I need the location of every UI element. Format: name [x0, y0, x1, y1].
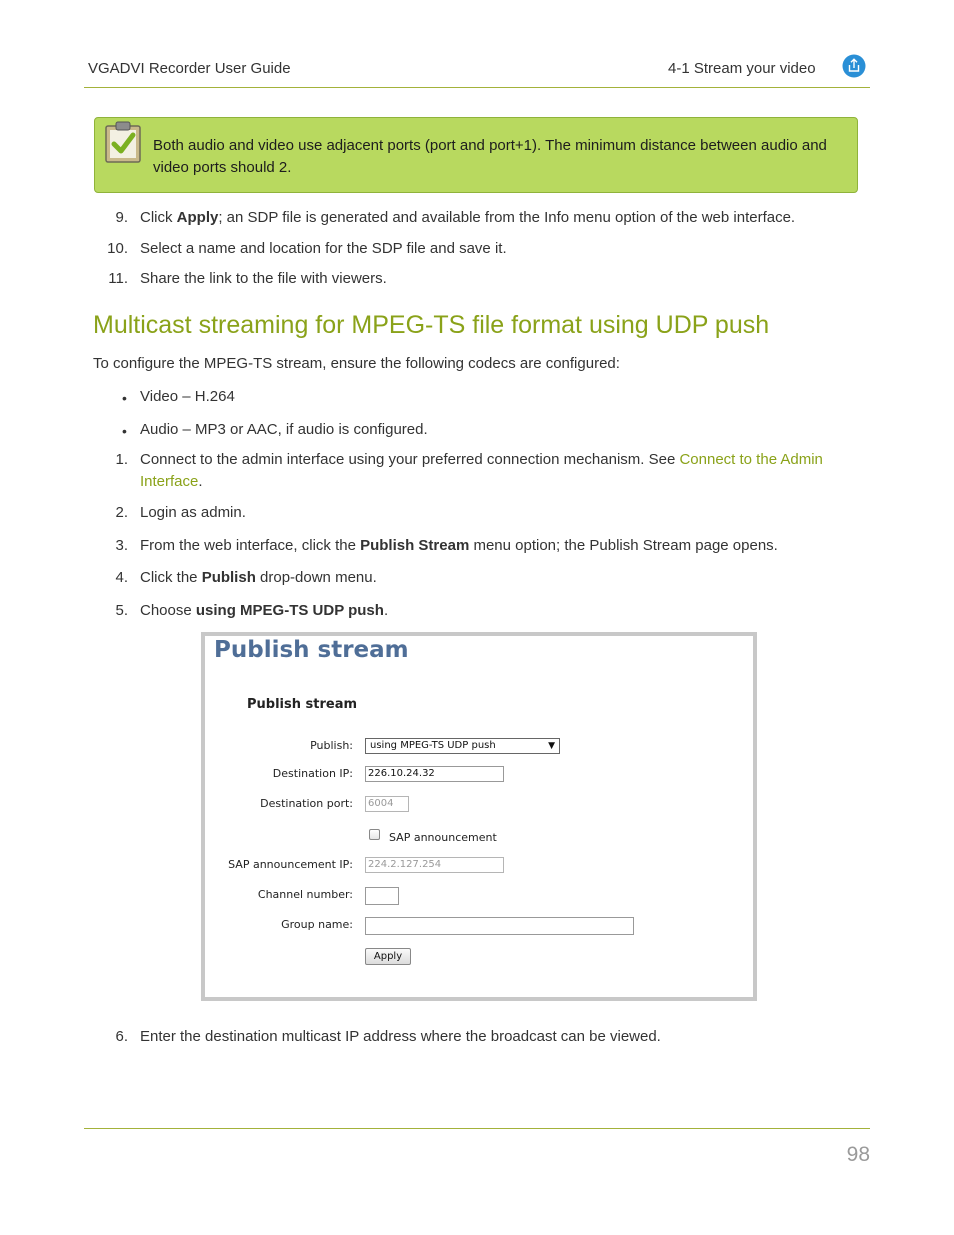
section-intro: To configure the MPEG-TS stream, ensure the following codecs are configured:: [93, 355, 620, 372]
group-name-input[interactable]: [365, 917, 634, 935]
apply-button[interactable]: Apply: [365, 948, 411, 965]
step-4-text: Click the Publish drop-down menu.: [140, 569, 377, 586]
admin-interface-link[interactable]: Connect to the Admin: [679, 451, 823, 468]
step-2-text: Login as admin.: [140, 504, 246, 521]
step-number: 9.: [115, 209, 128, 226]
dropdown-arrow-icon: ▼: [548, 741, 555, 751]
publish-stream-screenshot: [201, 632, 757, 1001]
step-1-text-cont: Interface.: [140, 473, 203, 490]
page-number: 98: [846, 1143, 870, 1166]
step-number: 4.: [115, 569, 128, 586]
step-5-text: Choose using MPEG-TS UDP push.: [140, 602, 389, 619]
section-heading: Multicast streaming for MPEG-TS file format using UDP push: [93, 311, 770, 339]
sap-announcement-checkbox[interactable]: [369, 829, 380, 840]
destination-ip-input[interactable]: 226.10.24.32: [365, 766, 504, 782]
step-number: 1.: [115, 451, 128, 468]
bullet-item: Audio – MP3 or AAC, if audio is configured.: [140, 421, 428, 438]
bullet-marker: •: [122, 390, 127, 406]
screenshot-subtitle: Publish stream: [247, 697, 358, 712]
step-9-text: Click Apply; an SDP file is generated and available from the Info menu option of the web interface.: [140, 209, 796, 226]
channel-number-label: Channel number:: [257, 888, 353, 901]
destination-ip-label: Destination IP:: [272, 767, 353, 780]
share-icon[interactable]: [842, 54, 866, 78]
publish-select[interactable]: [365, 738, 560, 754]
clipboard-check-icon: [104, 120, 142, 164]
guide-title: VGADVI Recorder User Guide: [88, 60, 291, 77]
step-number: 6.: [115, 1028, 128, 1045]
step-number: 2.: [115, 504, 128, 521]
bullet-item: Video – H.264: [140, 388, 235, 405]
destination-port-label: Destination port:: [260, 797, 353, 810]
note-text: Both audio and video use adjacent ports (port and port+1). The minimum distance between audio and video ports should 2.: [153, 137, 827, 176]
bullet-marker: •: [122, 423, 127, 439]
sap-ip-input[interactable]: 224.2.127.254: [365, 857, 504, 873]
channel-number-input[interactable]: [365, 887, 399, 905]
header-divider: [84, 87, 870, 88]
sap-announcement-label: SAP announcement: [389, 831, 497, 844]
step-3-text: From the web interface, click the Publish Stream menu option; the Publish Stream page opens.: [140, 537, 778, 554]
section-name: 4-1 Stream your video: [668, 60, 816, 77]
step-6-text: Enter the destination multicast IP address where the broadcast can be viewed.: [140, 1028, 661, 1045]
step-number: 11.: [108, 270, 128, 287]
step-1-text: Connect to the admin interface using your preferred connection mechanism. See Connect to the Admin: [140, 451, 823, 468]
step-number: 5.: [115, 602, 128, 619]
step-11-text: Share the link to the file with viewers.: [140, 270, 387, 287]
step-number: 3.: [115, 537, 128, 554]
admin-interface-link-cont[interactable]: Interface: [140, 473, 199, 490]
sap-ip-label: SAP announcement IP:: [228, 858, 353, 871]
publish-label: Publish:: [310, 739, 353, 752]
footer-divider: [84, 1128, 870, 1129]
step-10-text: Select a name and location for the SDP file and save it.: [140, 240, 507, 257]
screenshot-title: Publish stream: [214, 637, 409, 663]
step-number: 10.: [107, 240, 128, 257]
destination-port-input[interactable]: 6004: [365, 796, 409, 812]
group-name-label: Group name:: [281, 918, 353, 931]
publish-select-value: using MPEG-TS UDP push: [370, 740, 496, 751]
